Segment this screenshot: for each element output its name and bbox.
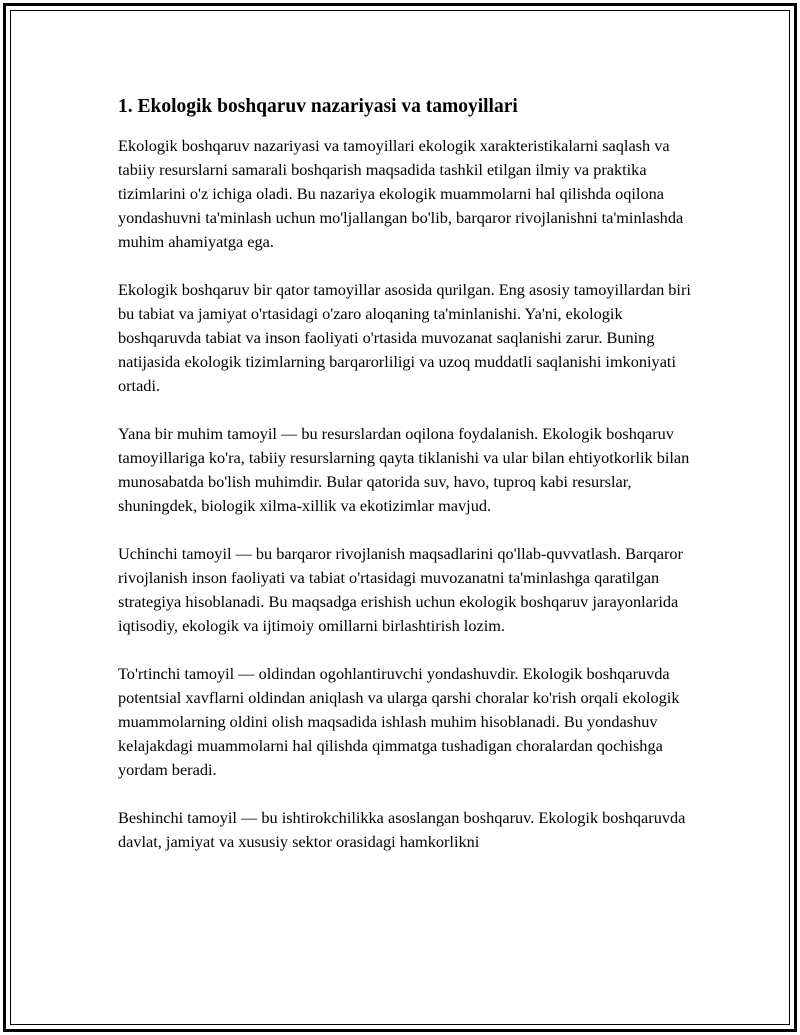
paragraph-4: Uchinchi tamoyil — bu barqaror rivojlanish maqsadlarini qo'llab-quvvatlash. Barqaror rivojlanish inson faoliyati va tabiat o'rtasidagi muvozanatni ta'minlashga qaratilgan strategiya hisoblanadi. Bu maqsadga erishish uchun ekologik boshqaruv jarayonlarida iqtisodiy, ekologik va ijtimoiy omillarni birlashtirish lozim.	[118, 544, 683, 635]
paragraph-1: Ekologik boshqaruv nazariyasi va tamoyillari ekologik xarakteristikalarni saqlash va tabiiy resurslarni samarali boshqarish maqsadida tashkil etilgan ilmiy va praktika tizimlarini o'z ichiga oladi. Bu nazariya ekologik muammolarni hal qilishda oqilona yondashuvni ta'minlash uchun mo'ljallangan bo'lib, barqaror rivojlanishni ta'minlashda muhim ahamiyatga ega.	[118, 136, 684, 251]
section-heading: 1. Ekologik boshqaruv nazariyasi va tamoyillari	[118, 96, 518, 117]
document-body	[118, 94, 693, 878]
paragraph-2: Ekologik boshqaruv bir qator tamoyillar asosida qurilgan. Eng asosiy tamoyillardan biri bu tabiat va jamiyat o'rtasidagi o'zaro aloqaning ta'minlanishi. Ya'ni, ekologik boshqaruvda tabiat va inson faoliyati o'rtasida muvozanat saqlanishi zarur. Buning natijasida ekologik tizimlarning barqarorliligi va uzoq muddatli saqlanishi imkoniyati ortadi.	[118, 280, 691, 395]
paragraph-5: To'rtinchi tamoyil — oldindan ogohlantiruvchi yondashuvdir. Ekologik boshqaruvda potentsial xavflarni oldindan aniqlash va ularga qarshi choralar ko'rish orqali ekologik muammolarning oldini olish maqsadida ishlash muhim hisoblanadi. Bu yondashuv kelajakdagi muammolarni hal qilishda qimmatga tushadigan choralardan qochishga yordam beradi.	[118, 664, 680, 779]
paragraph-6: Beshinchi tamoyil — bu ishtirokchilikka asoslangan boshqaruv. Ekologik boshqaruvda davlat, jamiyat va xususiy sektor orasidagi hamkorlikni	[118, 808, 686, 851]
paragraph-3: Yana bir muhim tamoyil — bu resurslardan oqilona foydalanish. Ekologik boshqaruv tamoyillariga ko'ra, tabiiy resurslarning qayta tiklanishi va ular bilan ehtiyotkorlik bilan munosabatda bo'lish muhimdir. Bular qatorida suv, havo, tuproq kabi resurslar, shuningdek, biologik xilma-xillik va ekotizimlar mavjud.	[118, 424, 690, 515]
